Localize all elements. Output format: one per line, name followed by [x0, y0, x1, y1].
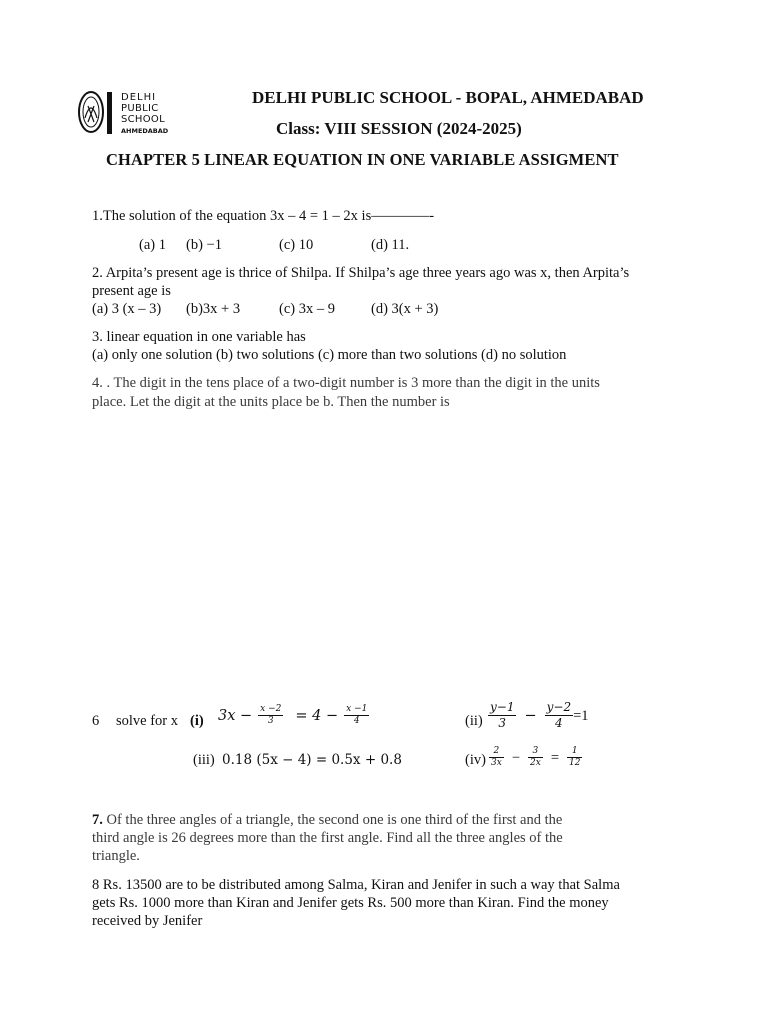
question-3: 3. linear equation in one variable has	[92, 329, 306, 345]
school-logo	[76, 88, 168, 138]
q6-ii-fraction-2: $\frac{y-2}{4}$	[546, 700, 572, 730]
q6-i-fraction-1: $\frac{x -2}{3}$	[260, 704, 282, 726]
q1-option-b: (b) −1	[186, 237, 222, 253]
q6-iv-equals: =	[550, 749, 559, 766]
q1-option-c: (c) 10	[279, 237, 314, 253]
question-1: 1.The solution of the equation 3x – 4 = 1 – 2x is————-	[92, 208, 435, 224]
svg-text:DELHI: DELHI	[121, 92, 157, 103]
q6-part-ii-label: (ii)	[465, 713, 483, 729]
q1-option-d: (d) 11.	[371, 237, 410, 253]
svg-text:PUBLIC: PUBLIC	[121, 103, 159, 114]
q6-part-i-label: (i)	[190, 713, 204, 729]
q6-i-fraction-2: $\frac{x -1}{4}$	[346, 704, 368, 726]
question-7-cont-1: third angle is 26 degrees more than the first angle. Find all the three angles of the	[92, 830, 563, 846]
question-4: 4. . The digit in the tens place of a two-digit number is 3 more than the digit in the units	[92, 375, 600, 391]
q6-iv-fraction-2: $\frac{3}{2x}$	[530, 746, 541, 768]
school-name: DELHI PUBLIC SCHOOL - BOPAL, AHMEDABAD	[252, 88, 644, 107]
class-session: Class: VIII SESSION (2024-2025)	[276, 119, 522, 138]
question-8-cont-1: gets Rs. 1000 more than Kiran and Jenifer gets Rs. 500 more than Kiran. Find the money	[92, 895, 609, 911]
q1-option-a: (a) 1	[139, 237, 166, 253]
question-6-lead: solve for x	[116, 713, 179, 729]
svg-text:SCHOOL: SCHOOL	[121, 114, 165, 125]
q2-option-a: (a) 3 (x – 3)	[92, 301, 162, 317]
q6-part-iv-label: (iv)	[465, 752, 486, 768]
q6-iv-fraction-3: $\frac{1}{12}$	[569, 746, 581, 768]
q6-ii-end: =1	[573, 707, 589, 724]
q6-iv-minus: −	[511, 749, 520, 766]
question-7-cont-2: triangle.	[92, 848, 140, 864]
chapter-title: CHAPTER 5 LINEAR EQUATION IN ONE VARIABLE ASSIGMENT	[106, 150, 619, 169]
question-2-cont: present age is	[92, 283, 171, 299]
question-2: 2. Arpita’s present age is thrice of Shilpa. If Shilpa’s age three years ago was x, then Arpita’s	[92, 265, 630, 281]
q6-part-iii-label: (iii)	[193, 752, 215, 768]
question-8-cont-2: received by Jenifer	[92, 913, 203, 929]
school-crest-icon	[76, 88, 168, 138]
question-7: 7. Of the three angles of a triangle, the second one is one third of the first and the	[92, 812, 563, 828]
svg-text:AHMEDABAD: AHMEDABAD	[121, 127, 168, 135]
q6-i-middle: = 4 −	[295, 707, 339, 724]
q2-option-c: (c) 3x – 9	[279, 301, 335, 317]
question-7-number: 7.	[92, 812, 103, 828]
question-8: 8 Rs. 13500 are to be distributed among Salma, Kiran and Jenifer in such a way that Salma	[92, 877, 620, 893]
q6-ii-fraction-1: $\frac{y-1}{3}$	[490, 700, 515, 730]
q6-part-ii-equation	[488, 700, 589, 731]
q2-option-b: (b)3x + 3	[186, 301, 241, 317]
question-6-number: 6	[92, 713, 100, 729]
q6-part-iv-equation	[489, 746, 582, 769]
q2-option-d: (d) 3(x + 3)	[371, 301, 439, 317]
q6-part-iii-equation: 0.18 (5x − 4) = 0.5x + 0.8	[222, 752, 402, 768]
q3-options: (a) only one solution (b) two solutions (c) more than two solutions (d) no solution	[92, 347, 567, 363]
q6-ii-minus: −	[524, 707, 537, 724]
q6-iv-fraction-1: $\frac{2}{3x}$	[491, 746, 502, 768]
q6-part-i-equation	[218, 704, 369, 727]
q6-i-term: 3x −	[218, 707, 253, 724]
question-4-cont: place. Let the digit at the units place be b. Then the number is	[92, 394, 450, 410]
